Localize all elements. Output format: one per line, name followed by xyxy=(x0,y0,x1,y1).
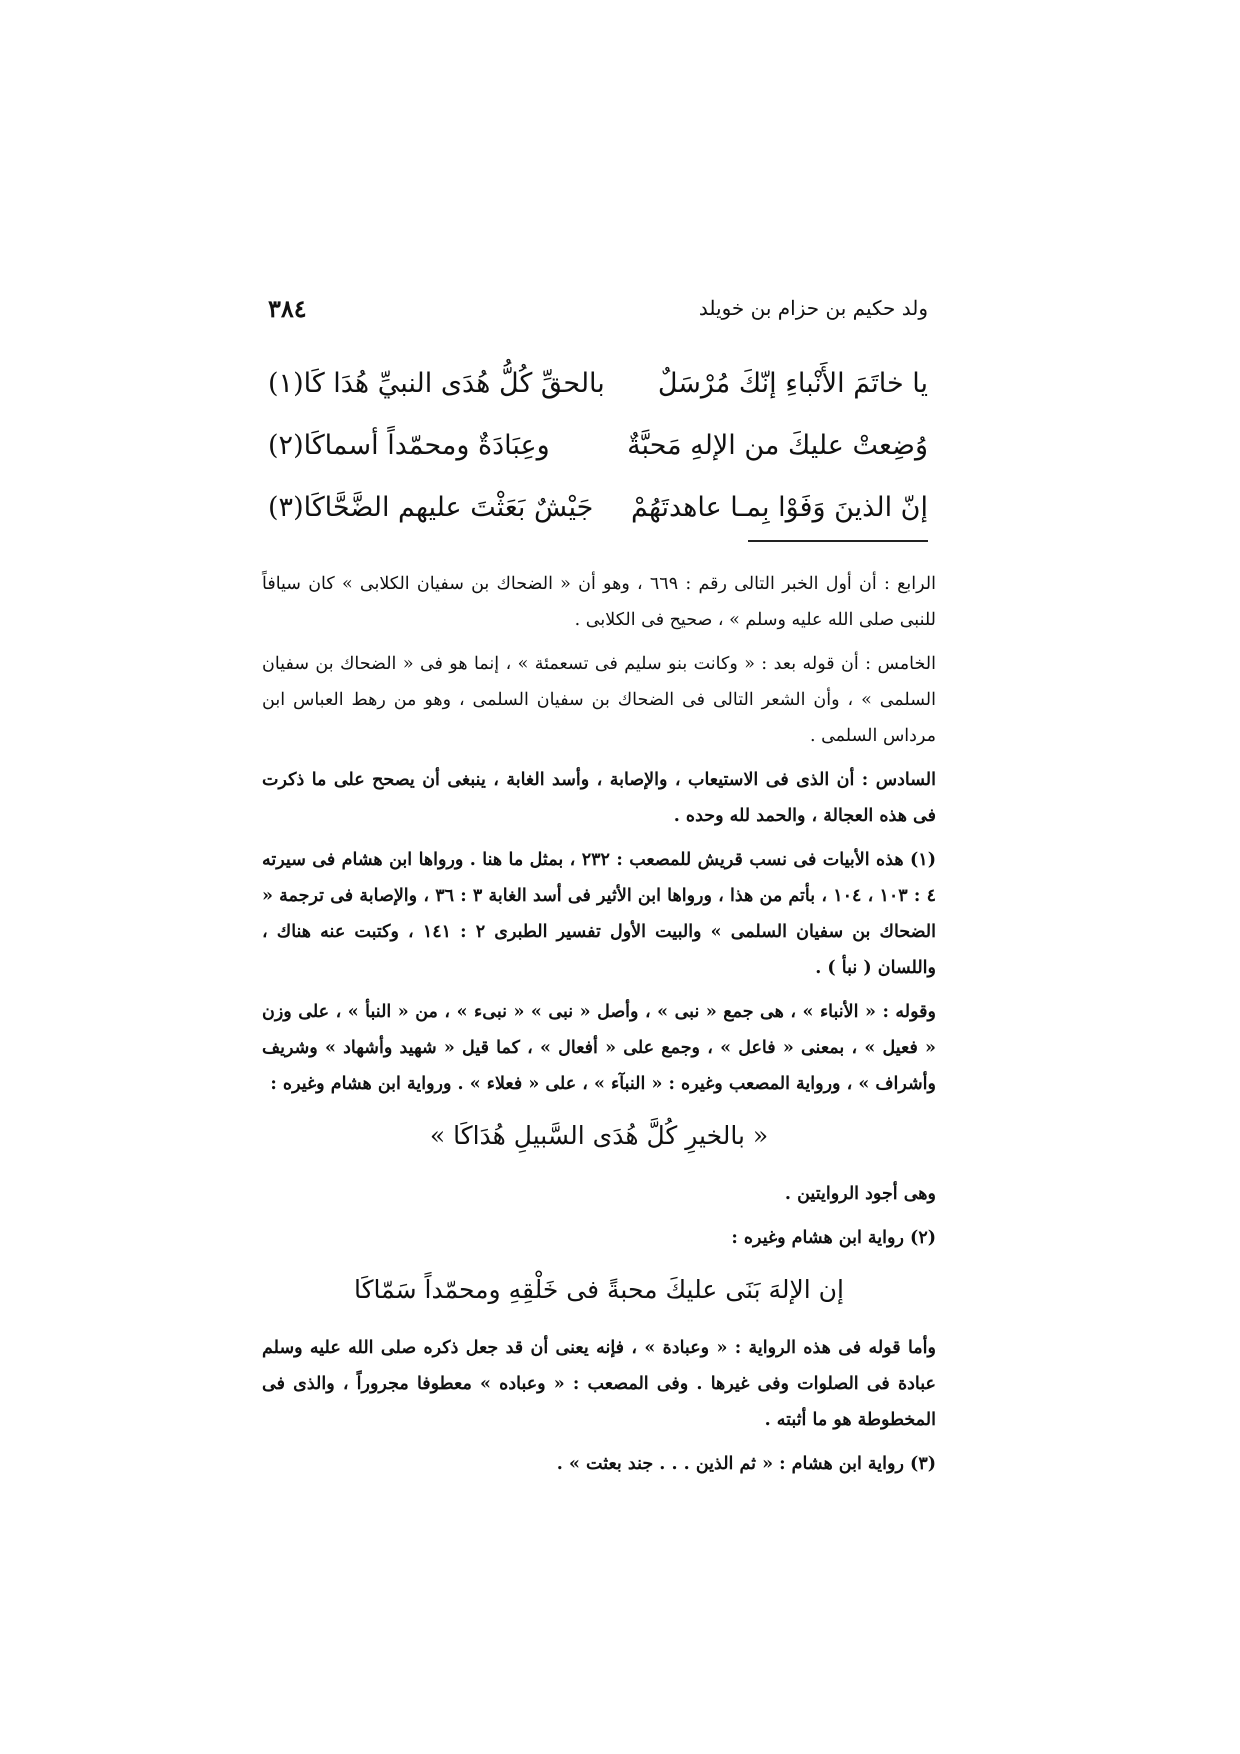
verse-first-hemistich: وُضِعتْ عليكَ من الإلهِ مَحبَّةٌ xyxy=(627,429,928,461)
note-paragraph: السادس : أن الذى فى الاستيعاب ، والإصابة ، وأسد الغابة ، ينبغى أن يصحح على ما ذكرت فى هذه العجالة ، والحمد لله وحده . xyxy=(262,770,936,826)
verse-line xyxy=(268,414,928,476)
page-header xyxy=(268,288,928,328)
verse-first-hemistich: إنّ الذينَ وَفَوْا بِمـا عاهدتَهُمْ xyxy=(631,491,928,523)
verse-line xyxy=(268,352,928,414)
note-paragraph: الخامس : أن قوله بعد : « وكانت بنو سليم فى تسعمئة » ، إنما هو فى « الضحاك بن سفيان السلمى » ، وأن الشعر التالى فى الضحاك بن سفيان السلمى ، وهو من رهط العباس ابن مرداس السلمى . xyxy=(262,654,936,746)
verse-first-hemistich: يا خاتَمَ الأَنْباءِ إنّكَ مُرْسَلٌ xyxy=(657,367,928,399)
quoted-verse: إن الإلهَ بَنَى عليكَ محبةً فى خَلْقِهِ ومحمّداً سَمّاكَا xyxy=(354,1275,844,1304)
note-paragraph: وقوله : « الأنباء » ، هى جمع « نبى » ، وأصل « نبى » « نبىء » ، من « النبأ » ، على وزن « فعيل » ، بمعنى « فاعل » ، وجمع على « أفعال » ، كما قيل « شهيد وأشهاد » وشريف وأشراف » ، ورواية المصعب وغيره : « النبآء » ، على « فعلاء » . ورواية ابن هشام وغيره : xyxy=(262,1002,936,1094)
page-number: ٣٨٤ xyxy=(268,293,307,323)
running-title: ولد حكيم بن حزام بن خويلد xyxy=(698,296,928,320)
verse-second-hemistich: وعِبَادَةٌ ومحمّداً أسماكَا(٢) xyxy=(268,429,550,461)
footnotes xyxy=(262,566,936,1490)
verse-second-hemistich: بالحقِّ كُلُّ هُدَى النبيِّ هُدَا كَا(١) xyxy=(268,367,605,399)
quoted-verse: « بالخيرِ كُلَّ هُدَى السَّبيلِ هُدَاكَا » xyxy=(429,1121,769,1150)
note-paragraph: الرابع : أن أول الخبر التالى رقم : ٦٦٩ ، وهو أن « الضحاك بن سفيان الكلابى » كان سيافاً للنبى صلى الله عليه وسلم » ، صحيح فى الكلابى . xyxy=(262,574,936,630)
note-paragraph: وهى أجود الروايتين . xyxy=(784,1184,936,1204)
footnote-1: (١) هذه الأبيات فى نسب قريش للمصعب : ٢٣٢ ، بمثل ما هنا . ورواها ابن هشام فى سيرته ٤ : ١٠٣ ، ١٠٤ ، بأتم من هذا ، ورواها ابن الأثير فى أسد الغابة ٣ : ٣٦ ، والإصابة فى ترجمة « الضحاك بن سفيان السلمى » والبيت الأول تفسير الطبرى ٢ : ١٤١ ، وكتبت عنه هناك ، واللسان ( نبأ ) . xyxy=(262,850,936,978)
poem-verses xyxy=(268,352,928,538)
verse-second-hemistich: جَيْشٌ بَعَثْتَ عليهم الضَّحَّاكَا(٣) xyxy=(268,491,594,523)
note-paragraph: وأما قوله فى هذه الرواية : « وعبادة » ، فإنه يعنى أن قد جعل ذكره صلى الله عليه وسلم عبادة فى الصلوات وفى غيرها . وفى المصعب : « وعباده » معطوفا مجروراً ، والذى فى المخطوطة هو ما أثبته . xyxy=(262,1338,936,1430)
footnote-2: (٢) رواية ابن هشام وغيره : xyxy=(731,1228,936,1248)
footnote-3: (٣) رواية ابن هشام : « ثم الذين . . . جند بعثت » . xyxy=(556,1454,936,1474)
footnote-separator xyxy=(748,540,928,542)
verse-line xyxy=(268,476,928,538)
